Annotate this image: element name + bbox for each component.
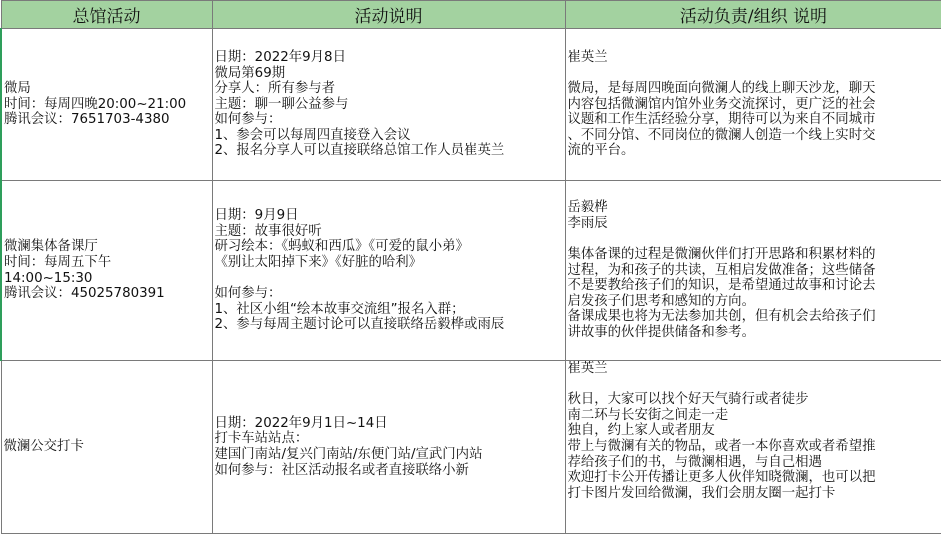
cell-line: 荐给孩子们的书，与微澜相遇，与自己相遇 bbox=[567, 454, 822, 470]
cell-line: 启发孩子们思考和感知的方向。 bbox=[567, 293, 755, 309]
cell-line: 微局，是每周四晚面向微澜人的线上聊天沙龙，聊天 bbox=[567, 81, 876, 97]
cell-line: 如何参与： bbox=[214, 286, 282, 302]
cell-details[interactable] bbox=[212, 181, 565, 361]
cell-line: 微局 bbox=[4, 81, 31, 97]
cell-owner[interactable] bbox=[565, 29, 941, 181]
cell-activity[interactable] bbox=[1, 181, 212, 361]
cell-line: 带上与微澜有关的物品，或者一本你喜欢或者希望推 bbox=[567, 438, 876, 454]
table-row bbox=[1, 29, 941, 181]
cell-line: 腾讯会议：7651703-4380 bbox=[4, 112, 170, 128]
cell-line: 微澜集体备课厅 bbox=[4, 239, 98, 255]
header-details[interactable]: 活动说明 bbox=[212, 1, 565, 29]
cell-line: 研习绘本：《蚂蚁和西瓜》《可爱的鼠小弟》 bbox=[214, 239, 469, 255]
cell-line: 打卡图片发回给微澜，我们会朋友圈一起打卡 bbox=[567, 485, 836, 501]
cell-line: 如何参与： bbox=[214, 112, 282, 128]
cell-line: 南二环与长安街之间走一走 bbox=[567, 407, 729, 423]
cell-line: 议题和工作生活经验分享，期待可以为来自不同城市 bbox=[567, 112, 876, 128]
cell-line: 日期：2022年9月1日~14日 bbox=[214, 415, 388, 431]
cell-line: 过程，为和孩子的共读，互相启发做准备；这些储备 bbox=[567, 262, 876, 278]
cell-line: 崔英兰 bbox=[567, 49, 608, 65]
cell-line: 日期：2022年9月8日 bbox=[214, 49, 346, 65]
table-row bbox=[1, 181, 941, 361]
cell-line: 日期：9月9日 bbox=[214, 208, 299, 224]
cell-line: 14:00~15:30 bbox=[4, 270, 93, 286]
cell-line bbox=[568, 232, 940, 248]
cell-line bbox=[568, 377, 940, 393]
cell-line: 秋日，大家可以找个好天气骑行或者徒步 bbox=[567, 392, 809, 408]
cell-line: 2、参与每周主题讨论可以直接联络岳毅桦或雨辰 bbox=[214, 317, 505, 333]
cell-line: 腾讯会议：45025780391 bbox=[4, 286, 165, 302]
cell-line: 内容包括微澜馆内馆外业务交流探讨，更广泛的社会 bbox=[567, 96, 876, 112]
header-owner[interactable]: 活动负责/组织 说明 bbox=[565, 1, 941, 29]
cell-line bbox=[568, 66, 940, 82]
header-row bbox=[1, 1, 941, 29]
cell-line: 如何参与：社区活动报名或者直接联络小新 bbox=[214, 462, 469, 478]
cell-line: 1、社区小组“绘本故事交流组”报名入群； bbox=[214, 301, 465, 317]
cell-line: 李雨辰 bbox=[567, 215, 608, 231]
cell-line bbox=[215, 271, 563, 287]
cell-details[interactable] bbox=[212, 361, 565, 534]
cell-line: 微局第69期 bbox=[214, 65, 286, 81]
cell-line: 打卡车站站点： bbox=[214, 431, 309, 447]
cell-activity[interactable] bbox=[1, 29, 212, 181]
cell-line: 1、参会可以每周四直接登入会议 bbox=[214, 127, 411, 143]
cell-line: 2、报名分享人可以直接联络总馆工作人员崔英兰 bbox=[214, 143, 505, 159]
cell-line: 不是要教给孩子们的知识，是希望通过故事和讨论去 bbox=[567, 278, 876, 294]
cell-details[interactable] bbox=[212, 29, 565, 181]
header-activity[interactable]: 总馆活动 bbox=[1, 1, 212, 29]
cell-line: 崔英兰 bbox=[567, 361, 608, 376]
cell-line: 独自，约上家人或者朋友 bbox=[567, 423, 715, 439]
cell-owner[interactable] bbox=[565, 181, 941, 361]
cell-line: 分享人：所有参与者 bbox=[214, 81, 336, 97]
cell-line: 、不同分馆、不同岗位的微澜人创造一个线上实时交 bbox=[567, 127, 876, 143]
cell-activity[interactable] bbox=[1, 361, 212, 534]
cell-line: 时间：每周五下午 bbox=[4, 254, 112, 270]
table-row bbox=[1, 361, 941, 534]
cell-line: 讲故事的伙伴提供储备和参考。 bbox=[567, 325, 755, 341]
cell-line: 主题：聊一聊公益参与 bbox=[214, 96, 349, 112]
cell-line: 建国门南站/复兴门南站/东便门站/宣武门内站 bbox=[214, 447, 483, 462]
cell-line: 岳毅桦 bbox=[567, 200, 608, 216]
cell-line: 欢迎打卡公开传播让更多人伙伴知晓微澜，也可以把 bbox=[567, 470, 876, 486]
cell-line: 流的平台。 bbox=[567, 143, 635, 159]
cell-owner[interactable] bbox=[565, 361, 941, 534]
cell-line: 微澜公交打卡 bbox=[3, 439, 84, 455]
cell-line: 主题：故事很好听 bbox=[214, 223, 322, 239]
cell-line: 《别让太阳掉下来》《好脏的哈利》 bbox=[214, 254, 423, 270]
cell-line: 集体备课的过程是微澜伙伴们打开思路和积累材料的 bbox=[567, 247, 876, 263]
cell-line: 时间：每周四晚20:00~21:00 bbox=[4, 96, 187, 112]
cell-line: 备课成果也将为无法参加共创，但有机会去给孩子们 bbox=[567, 309, 876, 325]
